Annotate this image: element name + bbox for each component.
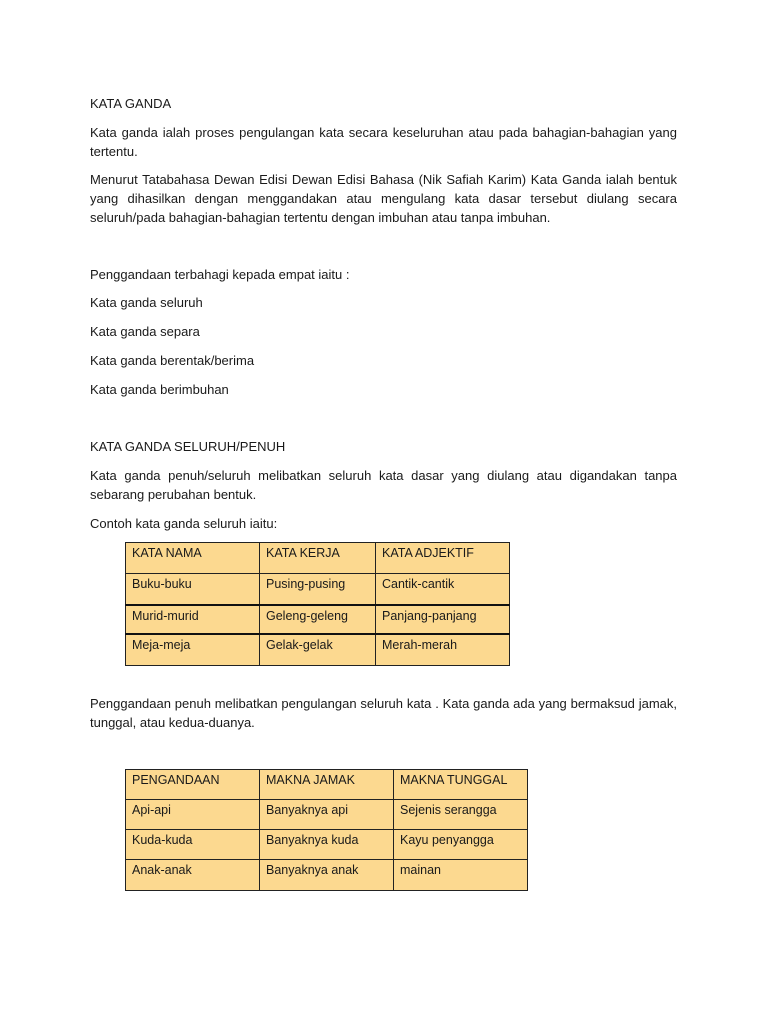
table-header-row [126, 543, 510, 574]
table-header-cell: KATA NAMA [126, 543, 260, 574]
table-cell: mainan [394, 860, 528, 891]
table-cell: Cantik-cantik [376, 574, 510, 605]
table-header-row [126, 770, 528, 800]
table-cell: Api-api [126, 800, 260, 830]
table-header-cell: MAKNA JAMAK [260, 770, 394, 800]
table-row [126, 605, 510, 634]
type-item-4: Kata ganda berimbuhan [90, 382, 229, 397]
table-header-cell: KATA KERJA [260, 543, 376, 574]
table-cell: Meja-meja [126, 634, 260, 666]
table-cell: Banyaknya kuda [260, 830, 394, 860]
intro-paragraph-1: Kata ganda ialah proses pengulangan kata secara keseluruhan atau pada bahagian-bahagian yang tertentu. [90, 125, 677, 159]
table-cell: Gelak-gelak [260, 634, 376, 666]
section2-example-intro: Contoh kata ganda seluruh iaitu: [90, 516, 278, 531]
table-kata-ganda-seluruh [125, 542, 510, 666]
table-cell: Buku-buku [126, 574, 260, 605]
table-row [126, 800, 528, 830]
table-cell: Sejenis serangga [394, 800, 528, 830]
type-item-2: Kata ganda separa [90, 324, 200, 339]
table-row [126, 830, 528, 860]
types-intro: Penggandaan terbahagi kepada empat iaitu : [90, 267, 350, 282]
table-cell: Pusing-pusing [260, 574, 376, 605]
table-cell: Murid-murid [126, 605, 260, 634]
table-pengandaan [125, 769, 528, 891]
table-cell: Kuda-kuda [126, 830, 260, 860]
type-item-3: Kata ganda berentak/berima [90, 353, 255, 368]
table-cell: Anak-anak [126, 860, 260, 891]
section2-paragraph-2: Penggandaan penuh melibatkan pengulangan seluruh kata . Kata ganda ada yang bermaksud jamak, tunggal, atau kedua-duanya. [90, 696, 677, 730]
table-header-cell: PENGANDAAN [126, 770, 260, 800]
table-cell: Kayu penyangga [394, 830, 528, 860]
table-cell: Geleng-geleng [260, 605, 376, 634]
table-cell: Banyaknya anak [260, 860, 394, 891]
table-row [126, 860, 528, 891]
type-item-1: Kata ganda seluruh [90, 295, 203, 310]
table-cell: Merah-merah [376, 634, 510, 666]
table-cell: Panjang-panjang [376, 605, 510, 634]
intro-paragraph-2: Menurut Tatabahasa Dewan Edisi Dewan Edisi Bahasa (Nik Safiah Karim) Kata Ganda ialah bentuk yang dihasilkan dengan menggandakan atau mengulang kata dasar tersebut diulang secara seluruh/pada bahagian-bahagian tertentu dengan imbuhan atau tanpa imbuhan. [90, 172, 677, 225]
page-title: KATA GANDA [90, 96, 172, 111]
table-header-cell: MAKNA TUNGGAL [394, 770, 528, 800]
table-cell: Banyaknya api [260, 800, 394, 830]
table-header-cell: KATA ADJEKTIF [376, 543, 510, 574]
table-row [126, 634, 510, 666]
table-row [126, 574, 510, 605]
section2-title: KATA GANDA SELURUH/PENUH [90, 439, 286, 454]
section2-paragraph-1: Kata ganda penuh/seluruh melibatkan seluruh kata dasar yang diulang atau digandakan tanpa sebarang perubahan bentuk. [90, 468, 677, 502]
